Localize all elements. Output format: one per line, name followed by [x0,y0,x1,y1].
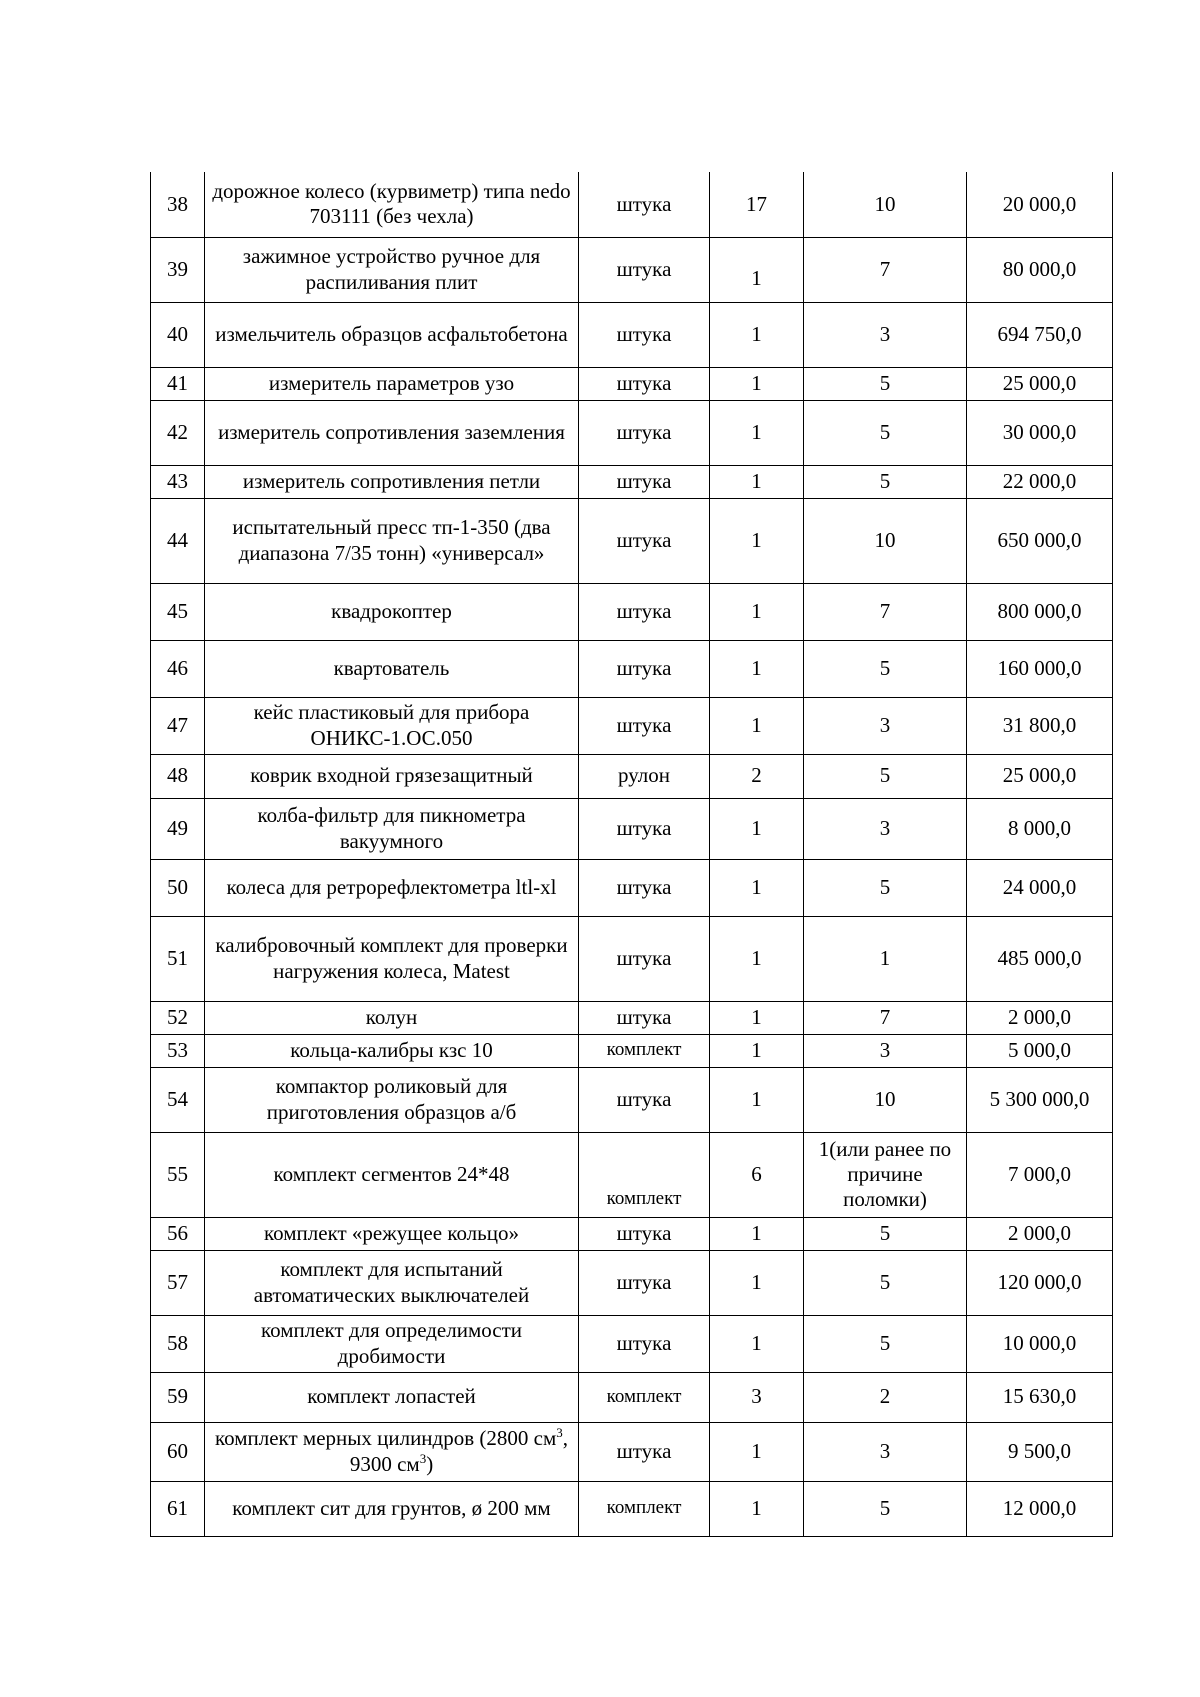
price: 25 000,0 [967,367,1113,400]
quantity: 17 [710,172,804,237]
term: 5 [804,465,967,498]
unit: штука [579,465,710,498]
unit: штука [579,498,710,583]
row-number: 46 [151,640,205,697]
unit: штука [579,237,710,302]
term: 3 [804,1034,967,1067]
item-name: кейс пластиковый для прибора ОНИКС-1.ОС.050 [205,697,579,754]
row-number: 39 [151,237,205,302]
term: 2 [804,1372,967,1422]
row-number: 57 [151,1250,205,1315]
row-number: 47 [151,697,205,754]
item-name: измеритель сопротивления заземления [205,400,579,465]
quantity: 1 [710,1217,804,1250]
table-row [151,1372,1113,1422]
term: 5 [804,1250,967,1315]
item-name: комплект «режущее кольцо» [205,1217,579,1250]
table-row [151,1250,1113,1315]
row-number: 52 [151,1001,205,1034]
unit: штука [579,859,710,916]
table-row [151,1067,1113,1132]
price: 650 000,0 [967,498,1113,583]
item-name: комплект сит для грунтов, ø 200 мм [205,1481,579,1536]
item-name: измеритель параметров узо [205,367,579,400]
term: 10 [804,172,967,237]
table-row [151,583,1113,640]
table-row [151,1481,1113,1536]
quantity: 1 [710,1422,804,1481]
unit: комплект [579,1481,710,1536]
term: 5 [804,1217,967,1250]
unit: штука [579,367,710,400]
price: 30 000,0 [967,400,1113,465]
unit: штука [579,640,710,697]
table-row [151,859,1113,916]
unit: штука [579,1315,710,1372]
table-row [151,498,1113,583]
row-number: 53 [151,1034,205,1067]
quantity: 2 [710,754,804,798]
table-row [151,302,1113,367]
row-number: 58 [151,1315,205,1372]
item-name: колба-фильтр для пикнометра вакуумного [205,798,579,859]
row-number: 61 [151,1481,205,1536]
item-name: коврик входной грязезащитный [205,754,579,798]
term: 5 [804,754,967,798]
quantity: 1 [710,916,804,1001]
price: 80 000,0 [967,237,1113,302]
unit: комплект [579,1132,710,1217]
unit: штука [579,400,710,465]
table-row [151,172,1113,237]
item-name-part: , 9300 см [349,1426,568,1476]
item-name: компактор роликовый для приготовления образцов а/б [205,1067,579,1132]
quantity: 1 [710,498,804,583]
item-name: комплект сегментов 24*48 [205,1132,579,1217]
table-row [151,400,1113,465]
quantity: 1 [710,583,804,640]
quantity: 1 [710,302,804,367]
term: 3 [804,697,967,754]
term: 5 [804,640,967,697]
table-row [151,798,1113,859]
unit: штука [579,1422,710,1481]
unit: штука [579,697,710,754]
unit: штука [579,1217,710,1250]
row-number: 59 [151,1372,205,1422]
row-number: 50 [151,859,205,916]
price: 25 000,0 [967,754,1113,798]
item-name: кольца-калибры кзс 10 [205,1034,579,1067]
item-name: квадрокоптер [205,583,579,640]
item-name-part: комплект мерных цилиндров (2800 см [214,1426,557,1451]
row-number: 41 [151,367,205,400]
price: 694 750,0 [967,302,1113,367]
row-number: 40 [151,302,205,367]
table-row [151,465,1113,498]
price: 12 000,0 [967,1481,1113,1536]
table-row [151,1422,1113,1481]
quantity: 1 [710,1001,804,1034]
price: 485 000,0 [967,916,1113,1001]
item-name: зажимное устройство ручное для распиливания плит [205,237,579,302]
unit: штука [579,302,710,367]
quantity: 1 [710,367,804,400]
table-row [151,697,1113,754]
price: 160 000,0 [967,640,1113,697]
quantity: 1 [710,798,804,859]
term: 1 [804,916,967,1001]
price: 20 000,0 [967,172,1113,237]
row-number: 54 [151,1067,205,1132]
item-name: квартователь [205,640,579,697]
term: 3 [804,1422,967,1481]
unit: рулон [579,754,710,798]
item-name: испытательный пресс тп-1-350 (два диапазона 7/35 тонн) «универсал» [205,498,579,583]
quantity: 1 [710,1067,804,1132]
quantity: 6 [710,1132,804,1217]
row-number: 56 [151,1217,205,1250]
table-row [151,367,1113,400]
item-name: дорожное колесо (курвиметр) типа nedo 703111 (без чехла) [205,172,579,237]
quantity: 1 [710,1315,804,1372]
item-name: калибровочный комплект для проверки нагружения колеса, Matest [205,916,579,1001]
quantity: 1 [710,1481,804,1536]
unit: комплект [579,1034,710,1067]
row-number: 43 [151,465,205,498]
row-number: 55 [151,1132,205,1217]
table-row [151,1132,1113,1217]
row-number: 45 [151,583,205,640]
unit: штука [579,583,710,640]
price: 2 000,0 [967,1217,1113,1250]
quantity: 1 [710,1034,804,1067]
item-name-part: ) [426,1451,434,1476]
term: 5 [804,1315,967,1372]
item-name: комплект лопастей [205,1372,579,1422]
equipment-table [150,172,1113,1537]
quantity: 1 [710,465,804,498]
quantity: 1 [710,237,804,302]
unit: штука [579,916,710,1001]
term: 7 [804,1001,967,1034]
price: 24 000,0 [967,859,1113,916]
term: 10 [804,498,967,583]
unit: штука [579,172,710,237]
item-name: комплект для определимости дробимости [205,1315,579,1372]
quantity: 1 [710,697,804,754]
row-number: 38 [151,172,205,237]
superscript: 3 [419,1450,427,1466]
price: 22 000,0 [967,465,1113,498]
row-number: 51 [151,916,205,1001]
price: 9 500,0 [967,1422,1113,1481]
term: 5 [804,1481,967,1536]
term: 7 [804,237,967,302]
quantity: 1 [710,859,804,916]
superscript: 3 [556,1425,563,1441]
item-name: измельчитель образцов асфальтобетона [205,302,579,367]
table-row [151,1217,1113,1250]
row-number: 60 [151,1422,205,1481]
term: 5 [804,400,967,465]
price: 5 000,0 [967,1034,1113,1067]
table-row [151,237,1113,302]
quantity: 1 [710,1250,804,1315]
price: 2 000,0 [967,1001,1113,1034]
term: 7 [804,583,967,640]
item-name [205,1422,579,1481]
price: 8 000,0 [967,798,1113,859]
price: 10 000,0 [967,1315,1113,1372]
price: 7 000,0 [967,1132,1113,1217]
table-row [151,1001,1113,1034]
unit: штука [579,1001,710,1034]
price: 5 300 000,0 [967,1067,1113,1132]
item-name: измеритель сопротивления петли [205,465,579,498]
unit: штука [579,1067,710,1132]
quantity: 1 [710,400,804,465]
term: 1(или ранее по причине поломки) [804,1132,967,1217]
unit: штука [579,1250,710,1315]
price: 120 000,0 [967,1250,1113,1315]
document-page [150,172,1112,1537]
quantity: 3 [710,1372,804,1422]
term: 3 [804,302,967,367]
price: 15 630,0 [967,1372,1113,1422]
item-name: колеса для ретрорефлектометра ltl-xl [205,859,579,916]
unit: комплект [579,1372,710,1422]
price: 800 000,0 [967,583,1113,640]
price: 31 800,0 [967,697,1113,754]
quantity: 1 [710,640,804,697]
row-number: 48 [151,754,205,798]
row-number: 44 [151,498,205,583]
unit: штука [579,798,710,859]
table-row [151,1034,1113,1067]
table-row [151,1315,1113,1372]
table-row [151,640,1113,697]
item-name: колун [205,1001,579,1034]
term: 10 [804,1067,967,1132]
term: 5 [804,859,967,916]
item-name: комплект для испытаний автоматических выключателей [205,1250,579,1315]
term: 3 [804,798,967,859]
term: 5 [804,367,967,400]
row-number: 42 [151,400,205,465]
table-row [151,754,1113,798]
table-row [151,916,1113,1001]
row-number: 49 [151,798,205,859]
